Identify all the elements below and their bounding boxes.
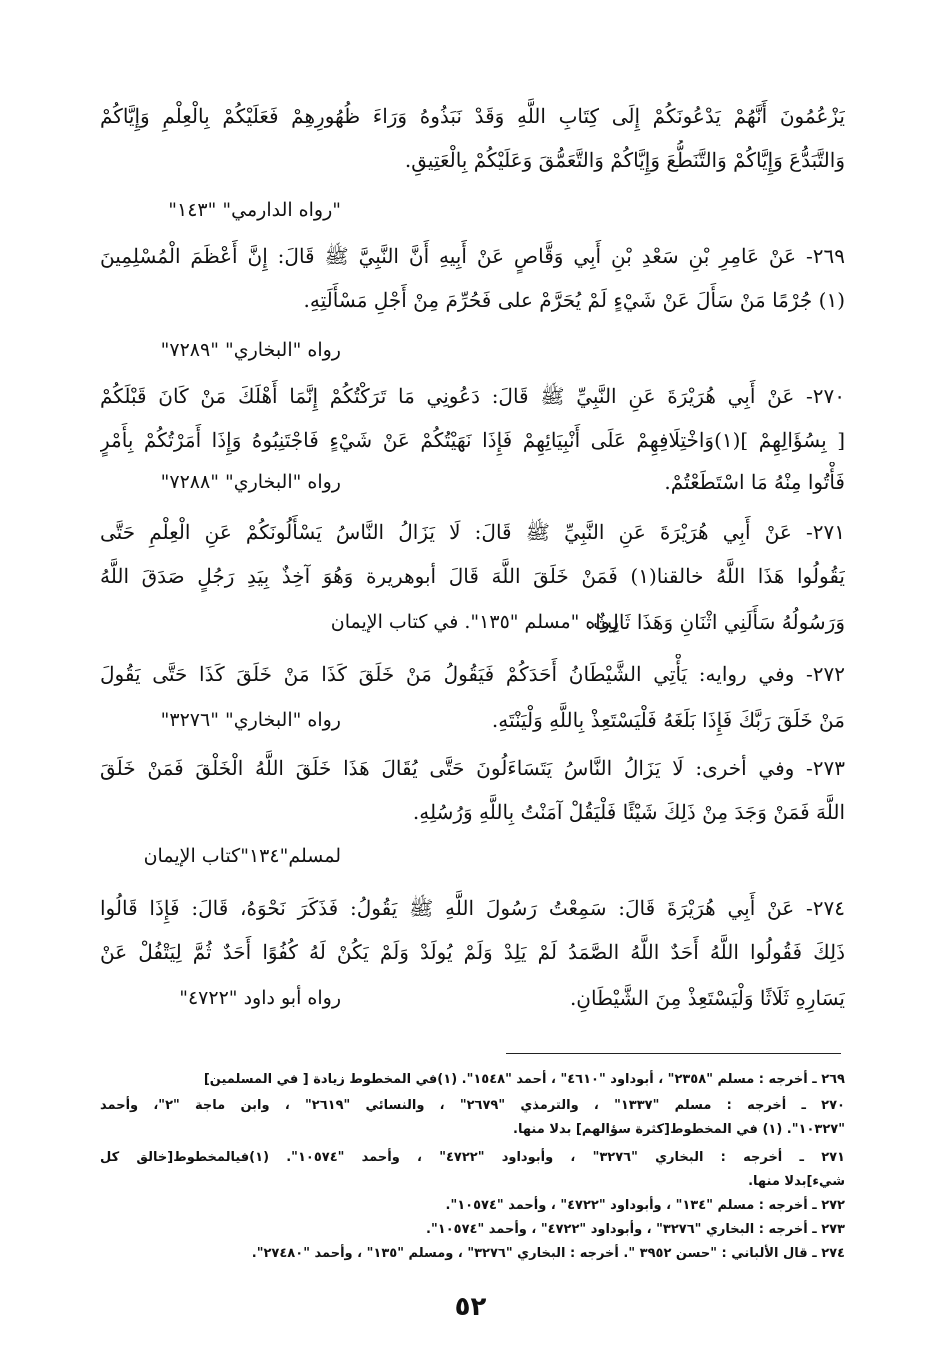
body-line: اللَّهَ فَمَنْ وَجَدَ مِنْ ذَلِكَ شَيْئًا فَلْيَقُلْ آمَنْتُ بِاللَّهِ وَرُسُلِهِ. — [412, 800, 845, 824]
body-line: (١) جُرْمًا مَنْ سَأَلَ عَنْ شَيْءٍ لَمْ يُحَرَّمْ على فَحُرِّمَ مِنْ أَجْلِ مَسْأَلَتِهِ. — [303, 288, 845, 312]
body-line: [ بِسُؤَالِهِمْ ](١)وَاخْتِلَافِهِمْ عَلَى أَنْبِيَائِهِمْ فَإِذَا نَهَيْتُكُمْ عَنْ شَيْءٍ فَاجْتَنِبُوهُ وَإِذَا أَمَرْتُكُمْ بِأَمْرٍ — [100, 428, 845, 452]
page-number: ٥٢ — [454, 1292, 487, 1322]
body-line: يَقُولُوا هَذَا اللَّهُ خالقنا(١) فَمَنْ خَلَقَ اللَّهَ قَالَ أبوهريرة وَهُوَ آخِذٌ بِيَدِ رَجُلٍ صَدَقَ اللَّهُ — [100, 564, 845, 588]
body-line: ذَلِكَ فَقُولُوا اللَّهُ أَحَدٌ اللَّهُ الصَّمَدُ لَمْ يَلِدْ وَلَمْ يُولَدْ وَلَمْ يَكُنْ لَهُ كُفُوًا أَحَدٌ ثُمَّ لِيَتْفُلْ عَنْ — [100, 940, 845, 964]
footnote: ٢٧٠ ـ أخرجه : مسلم "١٣٣٧" ، والترمذي "٢٦٧٩" ، والنسائي "٢٦١٩" ، وابن ماجة "٢"، وأحمد — [100, 1098, 845, 1113]
footnote: ٢٧٢ ـ أخرجه : مسلم "١٣٤" ، وأبوداود "٤٧٢٢" ، وأحمد "١٠٥٧٤". — [445, 1198, 845, 1213]
hadith-source: "رواه الدارمي" "١٤٣" — [168, 199, 341, 221]
footnote-separator — [506, 1053, 841, 1054]
body-line: ٢٧٢- وفي روايه: يَأْتِي الشَّيْطَانُ أَحَدَكُمْ فَيَقُولُ مَنْ خَلَقَ كَذَا مَنْ خَلَقَ كَذَا حَتَّى يَقُولَ — [100, 662, 845, 686]
body-line: وَرَسُولُهُ سَأَلَنِي اثْنَانِ وَهَذَا ثَالِثٌ. — [586, 610, 845, 634]
body-line: ٢٦٩- عَنْ عَامِرِ بْنِ سَعْدِ بْنِ أَبِي وَقَّاصٍ عَنْ أَبِيهِ أَنَّ النَّبِيَّ ﷺ قَالَ: إِنَّ أَعْظَمَ الْمُسْلِمِينَ — [100, 244, 845, 268]
body-line: ٢٧٣- وفي أخرى: لَا يَزَالُ النَّاسُ يَتَسَاءَلُونَ حَتَّى يُقَالَ هَذَا خَلَقَ اللَّهُ الْخَلْقَ فَمَنْ خَلَقَ — [100, 756, 845, 780]
footnote: ٢٧٤ ـ قال الألباني : "حسن ٣٩٥٢ ". أخرجه : البخاري "٣٢٧٦" ، ومسلم "١٣٥" ، وأحمد "٢٧٤٨٠". — [251, 1246, 845, 1261]
body-line: وَالتَّبَدُّعَ وَإِيَّاكُمْ وَالتَّنَطُّعَ وَإِيَّاكُمْ وَالتَّعَمُّقَ وَعَلَيْكُمْ بِالْعَتِيقِ. — [404, 148, 845, 172]
hadith-source: رواه أبو داود "٤٧٢٢" — [179, 987, 341, 1009]
footnote: ٢٧١ ـ أخرجه : البخاري "٣٢٧٦" ، وأبوداود "٤٧٢٢" ، وأحمد "١٠٥٧٤". (١)فيالمخطوط[خالق كل — [100, 1150, 845, 1165]
body-line: مَنْ خَلَقَ رَبَّكَ فَإِذَا بَلَغَهُ فَلْيَسْتَعِذْ بِاللَّهِ وَلْيَنْتَهِ. — [491, 708, 845, 732]
body-line: ٢٧١- عَنْ أَبِي هُرَيْرَةَ عَنِ النَّبِيِّ ﷺ قَالَ: لَا يَزَالُ النَّاسُ يَسْأَلُونَكُمْ عَنِ الْعِلْمِ حَتَّى — [100, 520, 845, 544]
hadith-source: رواه "البخاري" "٧٢٨٨" — [160, 471, 341, 493]
hadith-source: رواه "مسلم "١٣٥". في كتاب الإيمان — [330, 611, 619, 633]
hadith-source: رواه "البخاري" "٧٢٨٩" — [160, 339, 341, 361]
hadith-source: رواه "البخاري" "٣٢٧٦" — [160, 709, 341, 731]
hadith-source: لمسلم"١٣٤"كتاب الإيمان — [143, 845, 341, 867]
body-line: يَزْعُمُونَ أَنَّهُمْ يَدْعُونَكُمْ إِلَى كِتَابِ اللَّهِ وَقَدْ نَبَذُوهُ وَرَاءَ ظُهُورِهِمْ فَعَلَيْكُمْ بِالْعِلْمِ وَإِيَّاكُمْ — [100, 104, 845, 128]
body-line: ٢٧٠- عَنْ أَبِي هُرَيْرَةَ عَنِ النَّبِيِّ ﷺ قَالَ: دَعُونِي مَا تَرَكْتُكُمْ إِنَّمَا أَهْلَكَ مَنْ كَانَ قَبْلَكُمْ — [100, 384, 845, 408]
body-line: يَسَارِهِ ثَلَاثًا وَلْيَسْتَعِذْ مِنَ الشَّيْطَانِ. — [569, 986, 845, 1010]
footnote: "١٠٣٢٧". (١) في المخطوط[كثرة سؤالهم] بدلا منها. — [513, 1122, 845, 1137]
body-line: ٢٧٤- عَنْ أَبِي هُرَيْرَةَ قَالَ: سَمِعْتُ رَسُولَ اللَّهِ ﷺ يَقُولُ: فَذَكَرَ نَحْوَهُ، قَالَ: فَإِذَا قَالُوا — [100, 896, 845, 920]
footnote: ٢٧٣ ـ أخرجه : البخاري "٣٢٧٦" ، وأبوداود "٤٧٢٢" ، وأحمد "١٠٥٧٤". — [426, 1222, 845, 1237]
footnote: شيء]بدلا منها. — [748, 1174, 845, 1189]
body-line: فَأْتُوا مِنْهُ مَا اسْتَطَعْتُمْ. — [664, 470, 845, 494]
footnote: ٢٦٩ ـ أخرجه : مسلم "٢٣٥٨" ، أبوداود "٤٦١٠" ، أحمد "١٥٤٨". (١)في المخطوط زيادة [ في المسلمين] — [203, 1072, 845, 1087]
